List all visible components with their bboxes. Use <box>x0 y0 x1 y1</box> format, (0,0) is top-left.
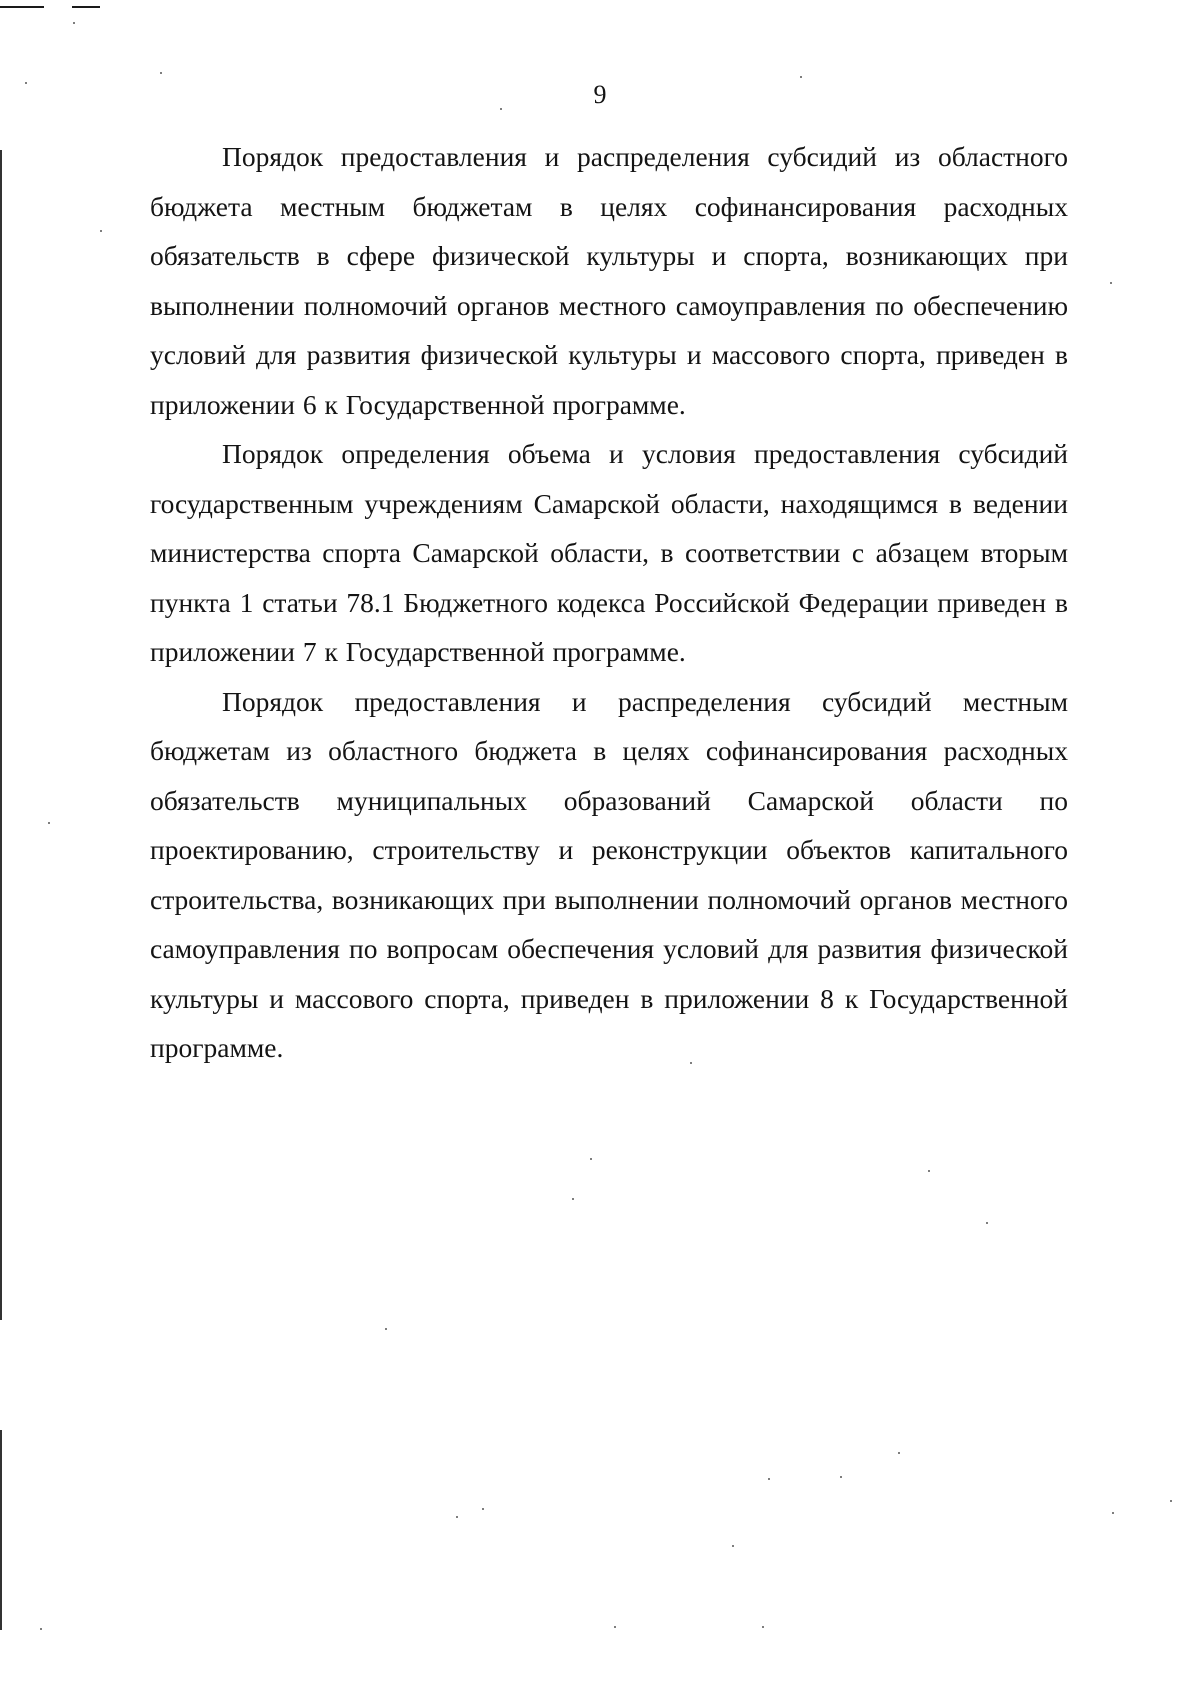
scan-edge-line <box>0 1430 2 1630</box>
scan-dot <box>73 22 75 24</box>
paragraph: Порядок предоставления и распределения субсидий местным бюджетам из областного бюджета в целях софинансирования расходных обязательств муниципальных образований Самарской области по проектированию, строительству и реконструкции объектов капитального строительства, возникающих при выполнении полномочий органов местного самоуправления по вопросам обеспечения условий для развития физической культуры и массового спорта, приведен в приложении 8 к Государственной программе. <box>150 685 1068 1063</box>
paragraph: Порядок предоставления и распределения субсидий из областного бюджета местным бюджетам в целях софинансирования расходных обязательств в сфере физической культуры и спорта, возникающих при выполнении полномочий органов местного самоуправления по обеспечению условий для развития физической культуры и массового спорта, приведен в приложении 6 к Государственной программе. <box>150 141 1068 420</box>
scan-dot <box>840 1476 842 1478</box>
scan-dot <box>928 1170 930 1172</box>
scan-dot <box>986 1222 988 1224</box>
scan-dot <box>768 1478 770 1480</box>
scan-dot <box>1112 1512 1114 1514</box>
paragraph: Порядок определения объема и условия предоставления субсидий государственным учреждениям Самарской области, находящимся в ведении министерства спорта Самарской области, в соответствии с абзацем вторым пункта 1 статьи 78.1 Бюджетного кодекса Российской Федерации приведен в приложении 7 к Государственной программе. <box>150 438 1068 667</box>
scan-dot <box>762 1626 764 1628</box>
scan-dot <box>40 1628 42 1630</box>
scan-dot <box>1170 1500 1172 1502</box>
scan-dot <box>614 1626 616 1628</box>
scan-dot <box>456 1516 458 1518</box>
scan-dot <box>732 1545 734 1547</box>
scan-edge-line <box>0 150 2 1320</box>
scan-edge-mark <box>72 6 100 8</box>
scan-dot <box>1110 282 1112 284</box>
scan-dot <box>482 1508 484 1510</box>
scan-dot <box>385 1328 387 1330</box>
body-text <box>150 132 1068 1073</box>
scan-dot <box>48 822 50 824</box>
scan-dot <box>572 1198 574 1200</box>
scan-dot <box>590 1158 592 1160</box>
scan-dot <box>100 230 102 232</box>
page-number: 9 <box>593 80 607 109</box>
scan-edge-mark <box>0 6 44 8</box>
scan-dot <box>160 72 162 74</box>
scan-dot <box>800 76 802 78</box>
scan-dot <box>898 1452 900 1454</box>
